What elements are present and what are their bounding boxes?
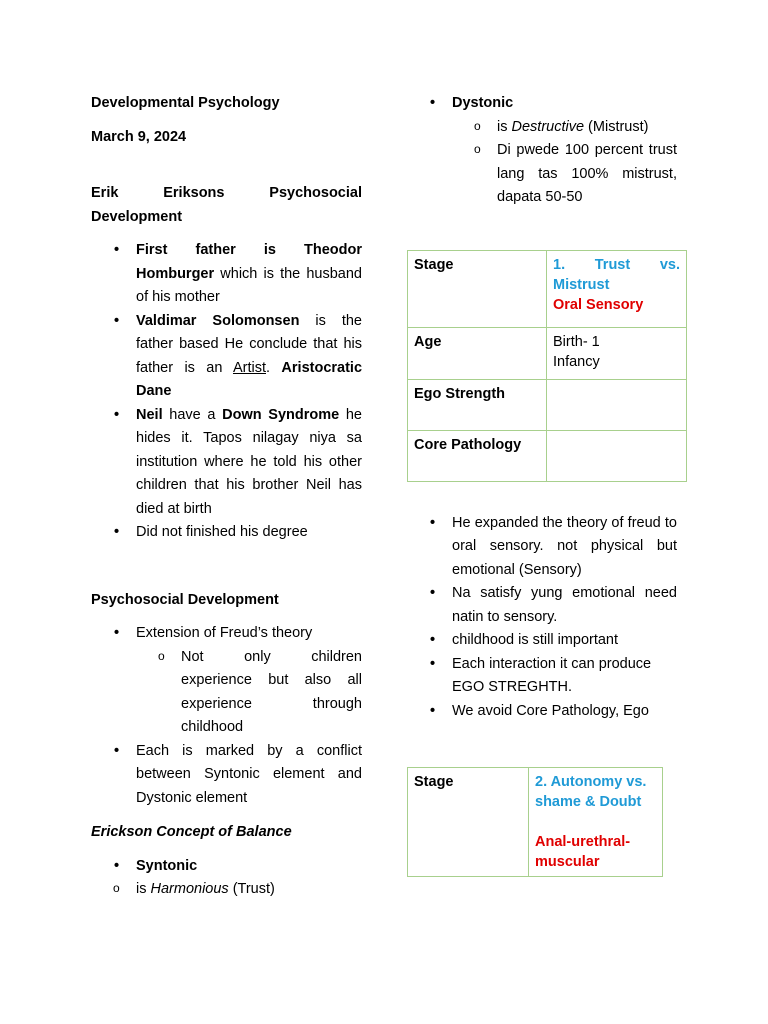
text: . <box>266 359 282 376</box>
cell-ego-value <box>547 379 687 430</box>
cell-stage-value <box>547 250 687 327</box>
left-column <box>91 92 362 902</box>
list-item: • childhood is still important <box>407 629 677 653</box>
bold-text: Neil <box>136 406 163 423</box>
sub-item-fifty-fifty: o Di pwede 100 percent trust lang tas 100% mistrust, dapata 50-50 <box>407 139 677 210</box>
psychosocial-bullets <box>91 622 362 646</box>
list-item: • Na satisfy yung emotional need natin to sensory. <box>407 582 677 629</box>
doc-title: Developmental Psychology <box>91 95 280 111</box>
stage-title: 1. Trust vs. Mistrust <box>553 256 680 293</box>
cell-stage-label: Stage <box>408 768 529 877</box>
cell-core-value <box>547 430 687 481</box>
text: is the father based He conclude that his father is an <box>136 312 362 376</box>
stage-subtitle: Anal-urethral-muscular <box>535 834 631 870</box>
text: which is the husband of his mother <box>136 265 362 305</box>
table-row <box>408 768 663 877</box>
stage-table-2 <box>407 767 663 877</box>
cell-ego-label: Ego Strength <box>408 379 547 430</box>
list-item-syntonic: • Syntonic <box>91 855 362 879</box>
list-item: • Each interaction it can produce EGO STREGHTH. <box>407 653 677 700</box>
bold-text: Aristocratic Dane <box>136 359 363 399</box>
syntonic-sublist <box>91 878 362 902</box>
bold-text: Down Syndrome <box>222 406 340 423</box>
age-line-1: Birth- 1 <box>553 333 600 350</box>
doc-date: March 9, 2024 <box>91 128 187 145</box>
list-item-degree: • Did not finished his degree <box>91 521 362 545</box>
erikson-bullets <box>91 239 362 545</box>
extension-sublist <box>91 646 362 740</box>
text: have a <box>162 406 223 423</box>
list-item: • We avoid Core Pathology, Ego <box>407 700 677 724</box>
table-row <box>408 250 687 327</box>
list-item-dystonic: • Dystonic <box>407 92 687 116</box>
text: Extension of Freud’s theory <box>136 625 313 641</box>
italic-text: Harmonious <box>150 881 229 897</box>
sub-item-harmonious <box>91 878 362 902</box>
age-line-2: Infancy <box>553 353 600 370</box>
table-row <box>408 430 687 481</box>
right-column <box>407 92 687 877</box>
heading-psychosocial: Psychosocial Development <box>91 591 279 608</box>
bold-text: Valdimar Solomonsen <box>136 312 300 329</box>
table-row <box>408 327 687 379</box>
dystonic-sublist <box>407 116 677 210</box>
bold-text: First father is Theodor Homburger <box>136 242 362 282</box>
cell-age-value <box>547 327 687 379</box>
table-row <box>408 379 687 430</box>
heading-balance: Erickson Concept of Balance <box>91 824 292 840</box>
list-item-valdimar <box>91 310 362 404</box>
balance-bullets <box>91 855 362 879</box>
stage-table-1 <box>407 250 687 482</box>
text: is <box>497 118 512 135</box>
text: is <box>136 881 151 897</box>
text: (Trust) <box>228 881 275 897</box>
list-item-father <box>91 239 362 310</box>
stage-subtitle: Oral Sensory <box>553 296 644 313</box>
stage-title: 2. Autonomy vs. shame & Doubt <box>535 774 647 810</box>
cell-age-label: Age <box>408 327 547 379</box>
cell-stage-label: Stage <box>408 250 547 327</box>
list-item: • He expanded the theory of freud to oral sensory. not physical but emotional (Sensory) <box>407 512 677 583</box>
dystonic-list <box>407 92 687 116</box>
underline-text: Artist <box>232 359 267 376</box>
list-item-extension <box>91 622 362 646</box>
heading-erikson <box>91 182 362 229</box>
text: (Mistrust) <box>584 118 649 135</box>
italic-text: Destructive <box>511 118 585 135</box>
cell-core-label: Core Pathology <box>408 430 547 481</box>
stage1-notes <box>407 512 677 724</box>
cell-stage-value <box>529 768 663 877</box>
text: he hides it. Tapos nilagay niya sa institution where he told his other children that his brother Neil has died at birth <box>136 406 362 517</box>
psychosocial-bullets-2 <box>91 740 362 811</box>
sub-item-not-only: o Not only children experience but also all experience through childhood <box>91 646 362 740</box>
heading-erikson-text: Erik Eriksons Psychosocial Development <box>91 185 362 225</box>
list-item-neil <box>91 404 362 522</box>
sub-item-destructive <box>407 116 677 140</box>
list-item-conflict: • Each is marked by a conflict between Syntonic element and Dystonic element <box>91 740 362 811</box>
